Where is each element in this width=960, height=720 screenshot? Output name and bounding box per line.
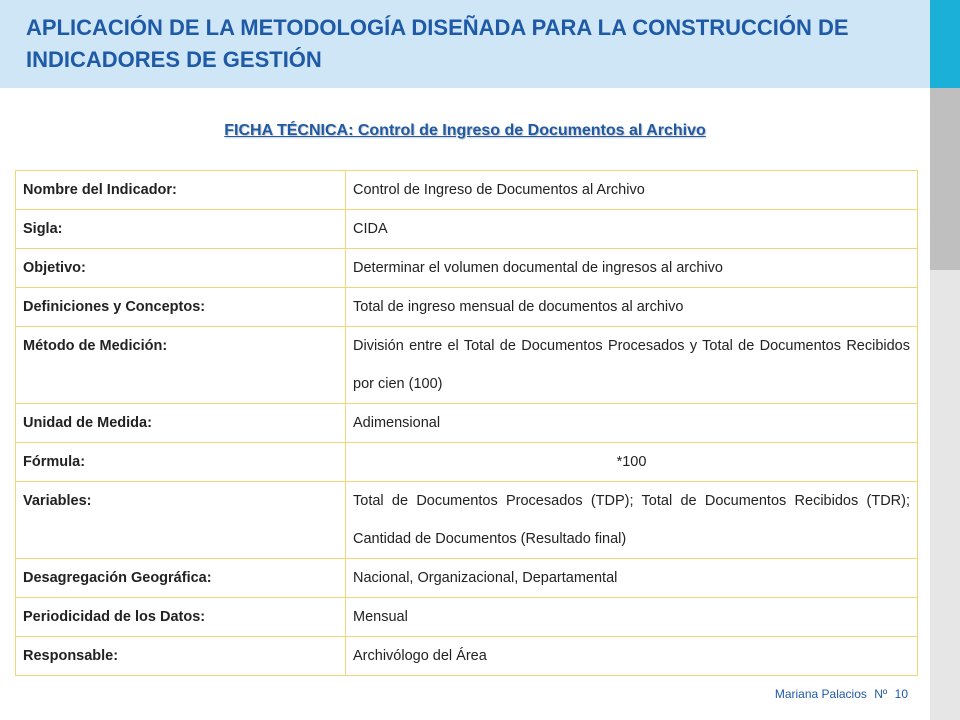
row-label: Desagregación Geográfica: — [16, 559, 346, 598]
row-label: Definiciones y Conceptos: — [16, 288, 346, 327]
formula-value: *100 — [346, 443, 918, 482]
accent-bar-gray-light — [930, 270, 960, 720]
slide-title: APLICACIÓN DE LA METODOLOGÍA DISEÑADA PARA LA CONSTRUCCIÓN DE INDICADORES DE GESTIÓN — [26, 15, 849, 72]
row-label: Responsable: — [16, 637, 346, 676]
footer-author: Mariana Palacios — [774, 687, 867, 701]
table-row — [16, 210, 918, 249]
row-label: Periodicidad de los Datos: — [16, 598, 346, 637]
row-value: Total de Documentos Procesados (TDP); Total de Documentos Recibidos (TDR); Cantidad de Documentos (Resultado final) — [346, 482, 918, 559]
ficha-subtitle: FICHA TÉCNICA: Control de Ingreso de Documentos al Archivo — [224, 122, 706, 139]
row-value: CIDA — [346, 210, 918, 249]
row-value: Mensual — [346, 598, 918, 637]
row-label: Unidad de Medida: — [16, 404, 346, 443]
row-label: Variables: — [16, 482, 346, 559]
table-row — [16, 404, 918, 443]
row-value: Nacional, Organizacional, Departamental — [346, 559, 918, 598]
row-value: Determinar el volumen documental de ingresos al archivo — [346, 249, 918, 288]
table-row — [16, 482, 918, 559]
table-row — [16, 327, 918, 404]
table-row — [16, 171, 918, 210]
ficha-table — [15, 170, 918, 676]
row-label: Sigla: — [16, 210, 346, 249]
table-row — [16, 559, 918, 598]
row-label: Nombre del Indicador: — [16, 171, 346, 210]
row-label: Fórmula: — [16, 443, 346, 482]
table-row — [16, 598, 918, 637]
row-value: Archivólogo del Área — [346, 637, 918, 676]
row-value: División entre el Total de Documentos Procesados y Total de Documentos Recibidos por cien (100) — [346, 327, 918, 404]
table-row — [16, 288, 918, 327]
footer-page-number: 10 — [894, 687, 908, 701]
table-row — [16, 637, 918, 676]
row-label: Método de Medición: — [16, 327, 346, 404]
slide-footer — [771, 687, 908, 701]
row-value: Total de ingreso mensual de documentos al archivo — [346, 288, 918, 327]
row-value: Control de Ingreso de Documentos al Archivo — [346, 171, 918, 210]
footer-page-label: Nº — [874, 687, 888, 701]
accent-bar-gray-dark — [930, 88, 960, 270]
table-row — [16, 249, 918, 288]
row-label: Objetivo: — [16, 249, 346, 288]
row-value: Adimensional — [346, 404, 918, 443]
table-row — [16, 443, 918, 482]
accent-bar-cyan — [930, 0, 960, 88]
